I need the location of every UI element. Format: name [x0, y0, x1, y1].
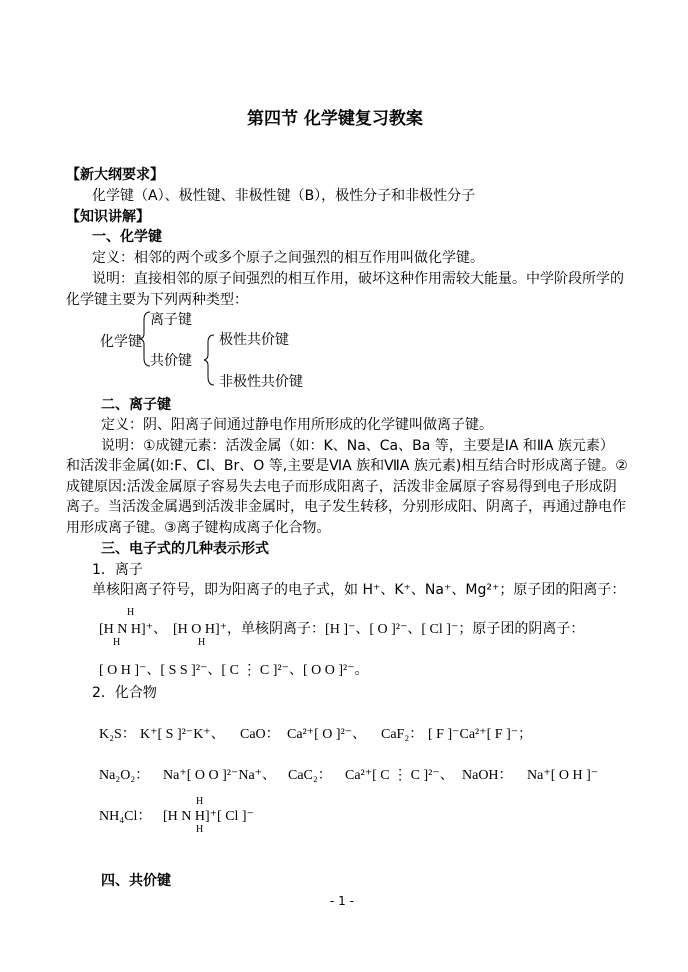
section-heading-electron-formula: 三、电子式的几种表示形式 — [101, 541, 269, 557]
s3-sub-ions: 1．离子 — [92, 562, 143, 578]
tree-root: 化学键 — [100, 334, 142, 350]
s1-note-line2: 化学键主要为下列两种类型： — [66, 292, 248, 308]
s3-ion-line: 单核阳离子符号，即为阳离子的电子式，如 H⁺、K⁺、Na⁺、Mg²⁺；原子团的阳离子： — [92, 582, 626, 598]
cac2-formula: Ca²⁺[ C ⋮ C ]²⁻、 — [345, 768, 454, 783]
caf2-label: CaF₂： — [381, 727, 424, 742]
knowledge-header: 【知识讲解】 — [66, 209, 150, 225]
section-heading-ionic-bond: 二、离子键 — [101, 397, 171, 413]
na2o2-formula: Na⁺[ O O ]²⁻Na⁺、 — [163, 768, 277, 783]
page-number: - 1 - — [330, 894, 354, 908]
caf2-formula: [ F ]⁻Ca²⁺[ F ]⁻； — [428, 727, 533, 742]
s1-note-line1: 说明：直接相邻的原子间强烈的相互作用，破坏这种作用需较大能量。中学阶段所学的 — [92, 271, 624, 287]
nh4cl-label: NH₄Cl： — [99, 809, 152, 824]
s3-sub-compounds: 2．化合物 — [92, 685, 157, 701]
h3o-bottom-h: H — [198, 637, 206, 648]
tree-ionic-bond: 离子键 — [150, 312, 192, 328]
cation-h3o-and-anions: [H O H]⁺，单核阴离子：[H ]⁻、[ O ]²⁻、[ Cl ]⁻；原子团的阴离子： — [173, 622, 585, 637]
tree-nonpolar-covalent: 非极性共价键 — [219, 374, 303, 390]
s2-line2: 和活泼非金属(如:F、Cl、Br、O 等,主要是ⅥA 族和ⅦA 族元素)相互结合时形成离子键。② — [66, 458, 628, 474]
outline-text: 化学键（A）、极性键、非极性键（B），极性分子和非极性分子 — [92, 188, 476, 204]
s2-line1: 说明：①成键元素：活泼金属（如：K、Na、Ca、Ba 等，主要是ⅠA 和ⅡA 族元素） — [101, 438, 614, 454]
cation-nh4: [H N H]⁺、 — [99, 622, 168, 637]
naoh-formula: Na⁺[ O H ]⁻ — [527, 768, 599, 783]
tree-covalent-bond: 共价键 — [150, 353, 192, 369]
nh4-top-h: H — [127, 607, 135, 618]
section-heading-chemical-bond: 一、化学键 — [92, 229, 162, 245]
anion-groups: [ O H ]⁻、[ S S ]²⁻、[ C ⋮ C ]²⁻、[ O O ]²⁻。 — [99, 663, 369, 678]
s2-line5: 用形成离子键。③离子键构成离子化合物。 — [66, 520, 331, 536]
nh4cl-bottom-h: H — [196, 824, 204, 835]
nh4cl-top-h: H — [196, 796, 204, 807]
tree-polar-covalent: 极性共价键 — [219, 332, 289, 348]
s1-definition: 定义：相邻的两个或多个原子之间强烈的相互作用叫做化学键。 — [92, 250, 484, 266]
cao-label: CaO： — [240, 727, 280, 742]
s2-line4: 离子。当活泼金属遇到活泼非金属时，电子发生转移，分别形成阳、阴离子，再通过静电作 — [66, 499, 626, 515]
brace-icon — [204, 333, 216, 385]
na2o2-label: Na₂O₂： — [99, 768, 150, 783]
section-heading-covalent-bond: 四、共价键 — [101, 873, 171, 889]
cac2-label: CaC₂： — [288, 768, 332, 783]
s2-line3: 成键原因:活泼金属原子容易失去电子而形成阳离子，活泼非金属原子容易得到电子形成阴 — [66, 479, 617, 495]
s2-definition: 定义：阴、阳离子间通过静电作用所形成的化学键叫做离子键。 — [101, 417, 493, 433]
naoh-label: NaOH： — [462, 768, 513, 783]
page-title: 第四节 化学键复习教案 — [247, 109, 423, 129]
nh4-bottom-h: H — [113, 637, 121, 648]
nh4cl-formula: [H N H]⁺[ Cl ]⁻ — [163, 809, 254, 824]
k2s-label: K₂S： — [99, 727, 136, 742]
outline-header: 【新大纲要求】 — [66, 167, 164, 183]
cao-formula: Ca²⁺[ O ]²⁻、 — [287, 727, 367, 742]
k2s-formula: K⁺[ S ]²⁻K⁺、 — [140, 727, 225, 742]
